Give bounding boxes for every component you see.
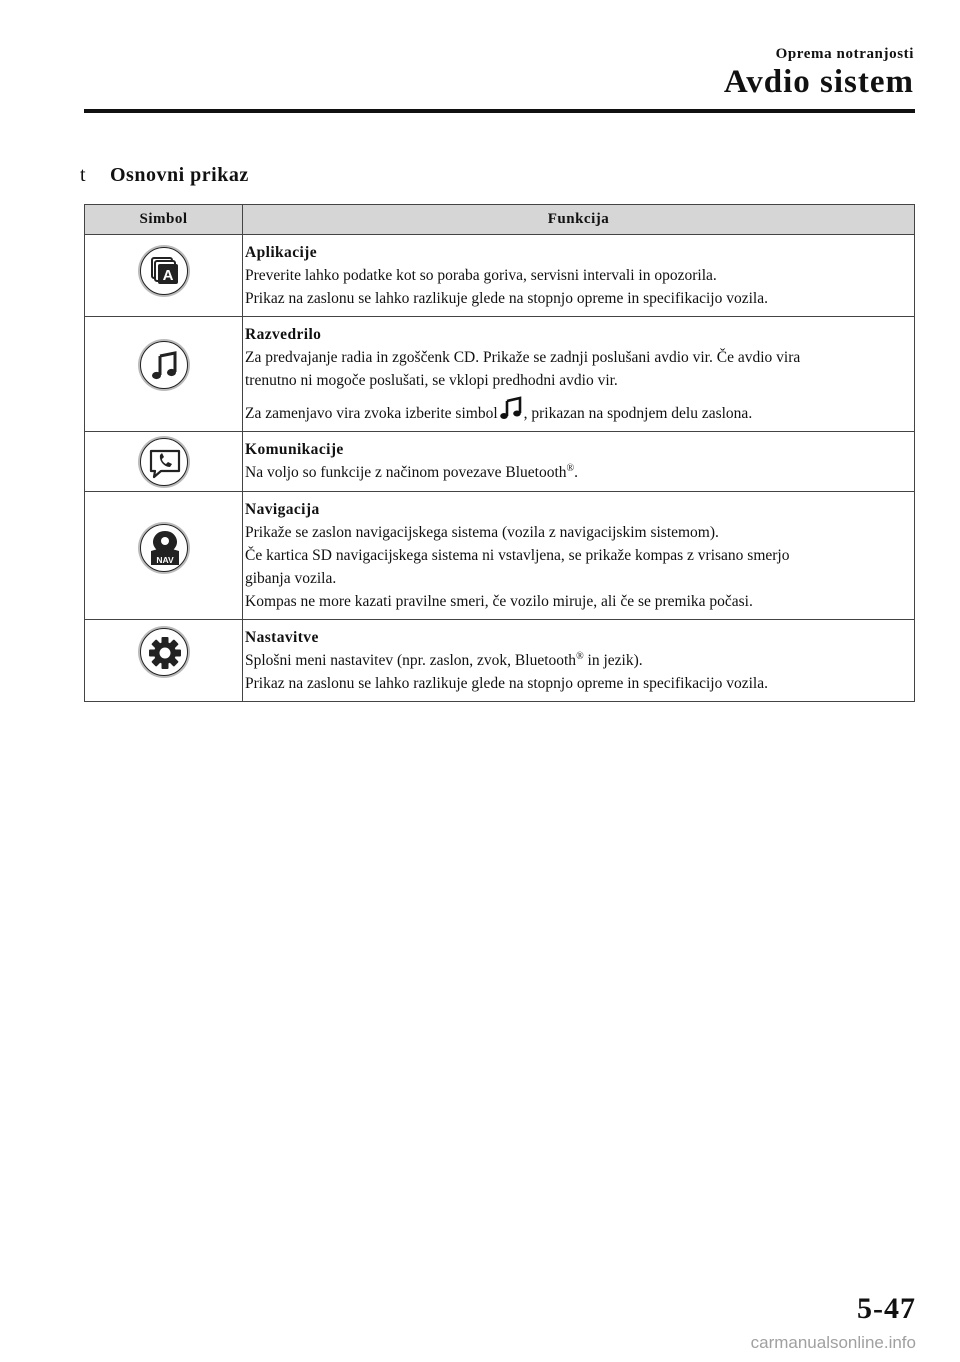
music-note-icon: [498, 396, 524, 420]
table-row: [85, 492, 915, 620]
function-description: gibanja vozila.: [245, 570, 337, 587]
function-description: Prikaže se zaslon navigacijskega sistema (vozila z navigacijskim sistemom).: [245, 524, 719, 541]
section-marker: t: [80, 164, 87, 186]
symbol-cell: [85, 432, 243, 492]
table-row: [85, 317, 915, 432]
function-cell: [243, 432, 915, 492]
function-cell: [243, 317, 915, 432]
function-title: Navigacija: [245, 501, 320, 518]
description-text: .: [574, 464, 579, 481]
function-title: Komunikacije: [245, 441, 344, 458]
table-row: [85, 620, 915, 702]
table-row: [85, 235, 915, 317]
function-description: Prikaz na zaslonu se lahko razlikuje glede na stopnjo opreme in specifikacijo vozila.: [245, 675, 768, 692]
description-text: Na voljo so funkcije z načinom povezave Bluetooth: [245, 464, 567, 481]
section-title: Osnovni prikaz: [110, 164, 249, 186]
function-cell: [243, 492, 915, 620]
note-text-before: Za zamenjavo vira zvoka izberite simbol: [245, 405, 498, 422]
function-description: trenutno ni mogoče poslušati, se vklopi predhodni avdio vir.: [245, 372, 618, 389]
section-heading: [80, 164, 249, 187]
column-header-symbol: Simbol: [85, 205, 243, 235]
running-header-section: Oprema notranjosti: [775, 46, 914, 62]
settings-gear-icon: [140, 628, 188, 676]
table-row: [85, 432, 915, 492]
registered-mark: ®: [576, 651, 584, 662]
column-header-function: Funkcija: [243, 205, 915, 235]
symbol-cell: [85, 620, 243, 702]
function-cell: [243, 620, 915, 702]
function-note: [245, 396, 910, 425]
symbol-cell: [85, 492, 243, 620]
function-title: Nastavitve: [245, 629, 319, 646]
description-text: in jezik).: [583, 652, 643, 669]
symbol-cell: [85, 235, 243, 317]
nav-icon-label: NAV: [155, 555, 174, 565]
svg-text:A: A: [162, 267, 173, 284]
function-description: [245, 461, 910, 484]
function-description: Če kartica SD navigacijskega sistema ni vstavljena, se prikaže kompas z vrisano smerjo: [245, 547, 790, 564]
watermark: carmanualsonline.info: [750, 1333, 916, 1352]
table-header-row: [85, 205, 915, 235]
function-description: Za predvajanje radia in zgoščenk CD. Prikaže se zadnji poslušani avdio vir. Če avdio vira: [245, 349, 801, 366]
applications-icon: [140, 247, 188, 295]
navigation-icon: [140, 524, 188, 572]
music-note-icon: [140, 341, 188, 389]
function-table: [84, 204, 915, 702]
running-header-chapter: Avdio sistem: [723, 64, 914, 100]
description-text: Splošni meni nastavitev (npr. zaslon, zvok, Bluetooth: [245, 652, 577, 669]
symbol-cell: [85, 317, 243, 432]
page-number: 5-47: [857, 1292, 916, 1325]
function-title: Aplikacije: [245, 244, 318, 261]
function-cell: [243, 235, 915, 317]
communication-phone-icon: [140, 438, 188, 486]
note-text-after: , prikazan na spodnjem delu zaslona.: [523, 405, 753, 422]
function-description: Kompas ne more kazati pravilne smeri, če vozilo miruje, ali če se premika počasi.: [245, 593, 753, 610]
header-divider: [84, 109, 915, 113]
function-description: Preverite lahko podatke kot so poraba goriva, servisni intervali in opozorila.: [245, 267, 717, 284]
function-title: Razvedrilo: [245, 326, 322, 343]
function-description: [245, 649, 910, 672]
function-description: Prikaz na zaslonu se lahko razlikuje glede na stopnjo opreme in specifikacijo vozila.: [245, 290, 768, 307]
registered-mark: ®: [566, 463, 575, 474]
